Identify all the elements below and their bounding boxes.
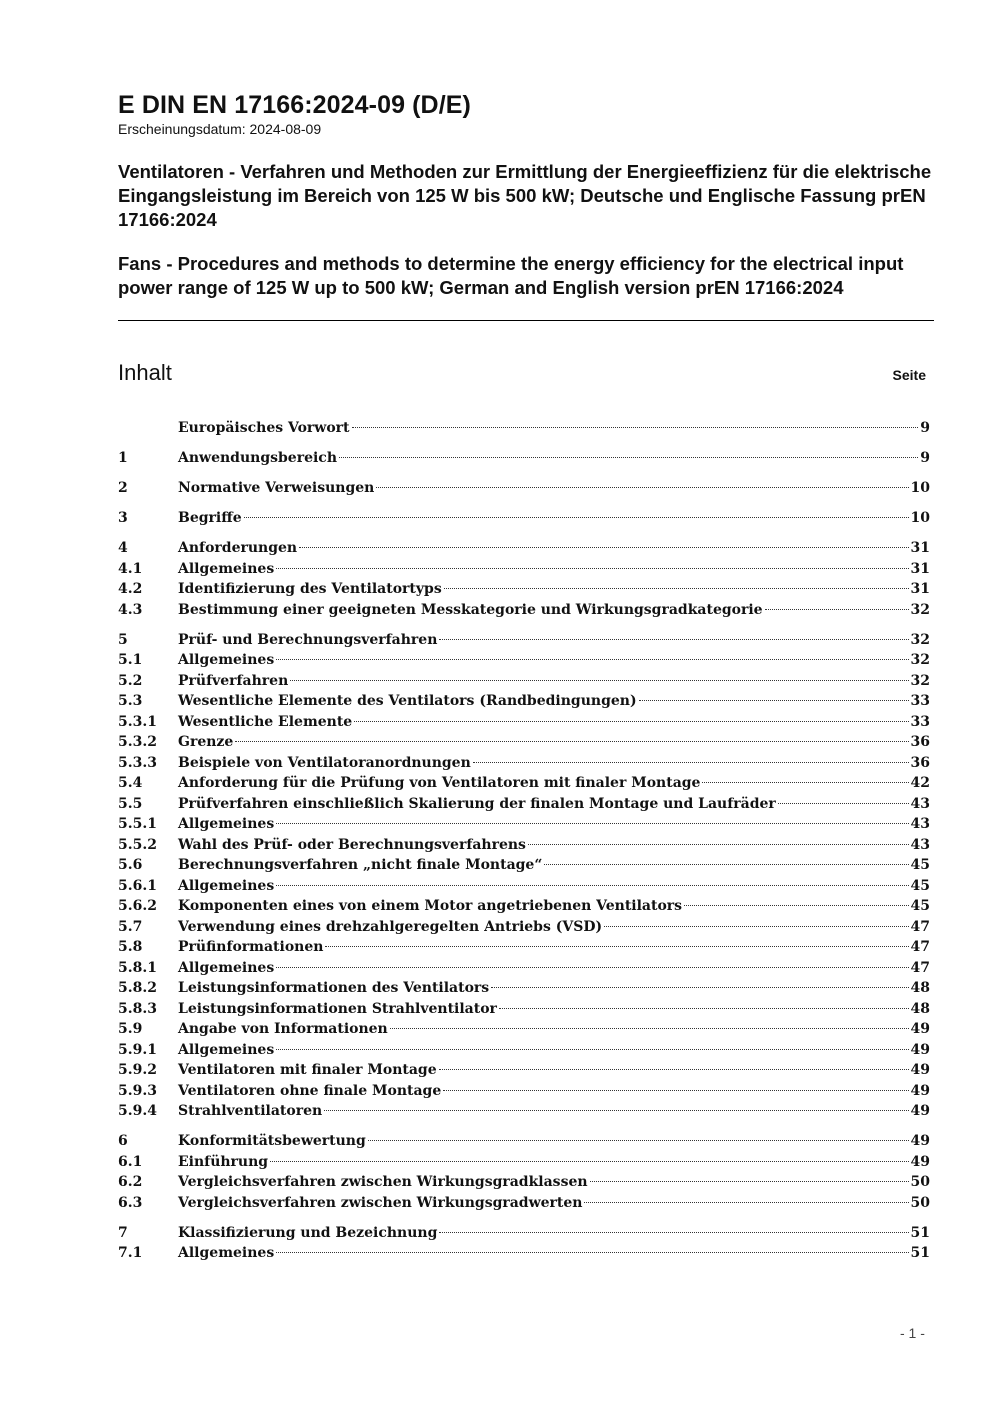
toc-entry-title: Allgemeines <box>178 959 275 976</box>
toc-entry-number: 5.4 <box>118 775 143 791</box>
toc-entry[interactable] <box>118 1040 930 1061</box>
toc-entry-title: Allgemeines <box>178 1245 275 1261</box>
toc-entry-page: 33 <box>910 713 930 730</box>
toc-entry-title: Anforderung für die Prüfung von Ventilatoren mit finaler Montage <box>178 775 701 791</box>
toc-entry[interactable] <box>118 855 930 876</box>
toc-entry-number: 1 <box>118 450 128 466</box>
toc-entry[interactable] <box>118 478 930 499</box>
toc-dot-leader <box>604 926 908 927</box>
toc-entry-number: 5.5 <box>118 795 143 812</box>
toc-dot-leader <box>325 946 908 947</box>
toc-entry-page: 47 <box>910 939 930 955</box>
toc-entry[interactable] <box>118 1019 930 1040</box>
toc-entry[interactable] <box>118 1172 930 1193</box>
toc-entry[interactable] <box>118 1101 930 1122</box>
toc-entry-page: 43 <box>910 816 930 832</box>
toc-dot-leader <box>584 1202 908 1203</box>
toc-entry-number: 2 <box>118 480 128 496</box>
toc-entry-title: Allgemeines <box>178 1041 275 1058</box>
toc-dot-leader <box>439 639 908 640</box>
toc-dot-leader <box>639 700 909 701</box>
toc-dot-leader <box>235 741 908 742</box>
toc-entry-page: 32 <box>910 601 930 618</box>
document-id: E DIN EN 17166:2024-09 (D/E) <box>118 91 471 119</box>
toc-entry[interactable] <box>118 1193 930 1214</box>
toc-entry[interactable] <box>118 508 930 529</box>
toc-entry-title: Wahl des Prüf- oder Berechnungsverfahrens <box>178 836 526 853</box>
toc-entry-number: 5.9.3 <box>118 1082 157 1099</box>
toc-dot-leader <box>702 782 908 783</box>
page-number: - 1 - <box>900 1325 925 1341</box>
toc-entry-number: 5.9.1 <box>118 1041 157 1058</box>
toc-entry-title: Einführung <box>178 1153 269 1170</box>
toc-entry-title: Prüfinformationen <box>178 939 324 955</box>
toc-entry-number: 3 <box>118 510 128 526</box>
title-german: Ventilatoren - Verfahren und Methoden zur Ermittlung der Energieeffizienz für die elektrische Eingangsleistung im Bereich von 125 W bis 500 kW; Deutsche und Englische Fassung prEN 17166:2024 <box>118 161 932 230</box>
toc-dot-leader <box>276 967 908 968</box>
toc-entry-page: 49 <box>910 1021 930 1037</box>
toc-entry[interactable] <box>118 937 930 958</box>
toc-entry-title: Begriffe <box>178 510 242 526</box>
toc-entry[interactable] <box>118 978 930 999</box>
toc-entry-page: 49 <box>910 1062 930 1078</box>
toc-entry-number: 5.9 <box>118 1021 143 1037</box>
toc-entry-page: 42 <box>910 775 930 791</box>
toc-entry[interactable] <box>118 835 930 856</box>
toc-entry-number: 5.8.2 <box>118 980 157 996</box>
toc-entry[interactable] <box>118 732 930 753</box>
toc-entry-title: Beispiele von Ventilatoranordnungen <box>178 754 471 771</box>
toc-entry-title: Leistungsinformationen des Ventilators <box>178 980 490 996</box>
toc-entry[interactable] <box>118 712 930 733</box>
toc-dot-leader <box>276 1049 908 1050</box>
toc-dot-leader <box>390 1028 909 1029</box>
toc-entry-page: 51 <box>910 1245 930 1261</box>
toc-entry-number: 5.8.3 <box>118 1000 157 1017</box>
toc-dot-leader <box>276 1252 908 1253</box>
toc-dot-leader <box>354 721 908 722</box>
toc-entry-page: 31 <box>910 540 930 556</box>
toc-entry-page: 49 <box>910 1082 930 1099</box>
toc-entry-page: 43 <box>910 836 930 853</box>
header-divider <box>118 320 934 321</box>
toc-entry-title: Angabe von Informationen <box>178 1021 388 1037</box>
toc-dot-leader <box>473 762 909 763</box>
toc-entry-number: 5.1 <box>118 652 143 668</box>
toc-entry-number: 5.5.1 <box>118 816 157 832</box>
toc-dot-leader <box>324 1110 908 1111</box>
toc-entry[interactable] <box>118 579 930 600</box>
toc-entry-number: 5.9.2 <box>118 1062 157 1078</box>
toc-entry-title: Prüf- und Berechnungsverfahren <box>178 631 438 648</box>
toc-entry-number: 5.9.4 <box>118 1103 157 1119</box>
toc-heading: Inhalt <box>118 360 172 385</box>
toc-entry-page: 36 <box>910 754 930 771</box>
toc-entry-number: 6.2 <box>118 1174 143 1190</box>
document-header <box>118 90 934 299</box>
toc-dot-leader <box>290 680 908 681</box>
toc-entry[interactable] <box>118 691 930 712</box>
toc-dot-leader <box>276 823 908 824</box>
toc-dot-leader <box>544 864 908 865</box>
toc-entry-number: 5.3 <box>118 693 143 709</box>
toc-dot-leader <box>276 659 908 660</box>
toc-entry[interactable] <box>118 917 930 938</box>
toc-dot-leader <box>443 1090 908 1091</box>
toc-entry-title: Normative Verweisungen <box>178 480 375 496</box>
toc-entry-page: 48 <box>910 980 930 996</box>
toc-entry-title: Konformitätsbewertung <box>178 1133 366 1149</box>
toc-entry-number: 7 <box>118 1224 128 1241</box>
toc-entry-page: 45 <box>910 877 930 894</box>
toc-entry[interactable] <box>118 876 930 897</box>
toc-entry-title: Prüfverfahren einschließlich Skalierung der finalen Montage und Laufräder <box>178 795 776 812</box>
toc-entry[interactable] <box>118 814 930 835</box>
toc-dot-leader <box>444 588 909 589</box>
toc-entry-title: Leistungsinformationen Strahlventilator <box>178 1000 497 1017</box>
toc-entry-page: 49 <box>910 1133 930 1149</box>
toc-entry-page: 32 <box>910 652 930 668</box>
toc-entry-number: 4.1 <box>118 560 143 577</box>
toc-entry[interactable] <box>118 1060 930 1081</box>
toc-entry-number: 5.6.2 <box>118 898 157 914</box>
toc-entry-number: 5.3.3 <box>118 754 157 771</box>
toc-entry[interactable] <box>118 773 930 794</box>
toc-entry-number: 6 <box>118 1133 128 1149</box>
toc-entry[interactable] <box>118 753 930 774</box>
toc-entry[interactable] <box>118 630 930 651</box>
toc-entry[interactable] <box>118 650 930 671</box>
toc-dot-leader <box>439 1069 909 1070</box>
toc-entry-number: 5.8 <box>118 939 143 955</box>
toc-entry[interactable] <box>118 1223 930 1244</box>
toc-entry-page: 45 <box>910 898 930 914</box>
toc-entry-title: Allgemeines <box>178 877 275 894</box>
toc-entry[interactable] <box>118 958 930 979</box>
toc-entry-page: 33 <box>910 693 930 709</box>
toc-entry-number: 5.7 <box>118 918 143 935</box>
toc-entry-page: 31 <box>910 560 930 577</box>
toc-entry[interactable] <box>118 999 930 1020</box>
toc-entry[interactable] <box>118 448 930 469</box>
toc-dot-leader <box>499 1008 909 1009</box>
toc-dot-leader <box>368 1140 909 1141</box>
toc-entry[interactable] <box>118 671 930 692</box>
toc-entry[interactable] <box>118 418 930 439</box>
toc-entry-number: 5.2 <box>118 672 143 689</box>
toc-entry-title: Allgemeines <box>178 652 275 668</box>
toc-dot-leader <box>352 427 919 428</box>
toc-dot-leader <box>491 987 908 988</box>
toc-entry-title: Allgemeines <box>178 560 275 577</box>
toc-entry-number: 4 <box>118 540 128 556</box>
toc-entry-page: 48 <box>910 1000 930 1017</box>
toc-dot-leader <box>339 457 918 458</box>
toc-entry-page: 49 <box>910 1103 930 1119</box>
toc-page-column-label: Seite <box>892 367 926 383</box>
title-english: Fans - Procedures and methods to determine the energy efficiency for the electrical input power range of 125 W up to 500 kW; German and English version prEN 17166:2024 <box>118 253 904 298</box>
toc-entry-number: 5.3.2 <box>118 734 157 750</box>
toc-entry-page: 43 <box>910 795 930 812</box>
toc-entry-title: Allgemeines <box>178 816 275 832</box>
toc-entry-title: Strahlventilatoren <box>178 1103 323 1119</box>
toc-entry-title: Vergleichsverfahren zwischen Wirkungsgradwerten <box>178 1194 583 1211</box>
toc-entry-number: 5.6.1 <box>118 877 157 894</box>
toc-entry-title: Europäisches Vorwort <box>178 420 350 436</box>
toc-entry-title: Anforderungen <box>178 540 298 556</box>
toc-dot-leader <box>528 844 909 845</box>
toc-entry-number: 7.1 <box>118 1245 143 1261</box>
toc-entry-page: 9 <box>920 450 930 466</box>
toc-entry-page: 50 <box>910 1194 930 1211</box>
toc-entry-title: Verwendung eines drehzahlgeregelten Antriebs (VSD) <box>178 918 603 935</box>
toc-entry-number: 5.3.1 <box>118 713 157 730</box>
toc-entry-title: Vergleichsverfahren zwischen Wirkungsgradklassen <box>178 1174 588 1190</box>
toc-entry-number: 5.6 <box>118 857 143 873</box>
toc-entry[interactable] <box>118 1243 930 1264</box>
toc-dot-leader <box>299 547 908 548</box>
toc-entry-number: 5.5.2 <box>118 836 157 853</box>
toc-dot-leader <box>590 1181 909 1182</box>
toc-entry[interactable] <box>118 1131 930 1152</box>
toc-entry-title: Komponenten eines von einem Motor angetriebenen Ventilators <box>178 898 683 914</box>
toc-entry-title: Bestimmung einer geeigneten Messkategorie und Wirkungsgradkategorie <box>178 601 763 618</box>
toc-entry-page: 32 <box>910 631 930 648</box>
table-of-contents <box>118 418 930 1264</box>
toc-entry-number: 4.2 <box>118 581 143 597</box>
toc-entry-title: Prüfverfahren <box>178 672 289 689</box>
toc-entry[interactable] <box>118 559 930 580</box>
toc-dot-leader <box>276 885 908 886</box>
toc-entry[interactable] <box>118 794 930 815</box>
toc-entry-page: 31 <box>910 581 930 597</box>
toc-entry[interactable] <box>118 1152 930 1173</box>
toc-entry-page: 32 <box>910 672 930 689</box>
toc-entry-page: 51 <box>910 1224 930 1241</box>
toc-entry-page: 36 <box>910 734 930 750</box>
toc-entry-page: 9 <box>920 420 930 436</box>
toc-entry-title: Grenze <box>178 734 234 750</box>
toc-entry-title: Wesentliche Elemente des Ventilators (Randbedingungen) <box>178 693 637 709</box>
toc-dot-leader <box>270 1161 908 1162</box>
toc-dot-leader <box>276 568 908 569</box>
toc-dot-leader <box>376 487 908 488</box>
toc-entry[interactable] <box>118 1081 930 1102</box>
toc-dot-leader <box>244 517 909 518</box>
toc-entry-page: 10 <box>910 480 930 496</box>
toc-entry[interactable] <box>118 600 930 621</box>
toc-entry-page: 49 <box>910 1153 930 1170</box>
toc-entry-title: Identifizierung des Ventilatortyps <box>178 581 442 597</box>
toc-entry-page: 50 <box>910 1174 930 1190</box>
toc-entry[interactable] <box>118 538 930 559</box>
toc-entry-number: 6.1 <box>118 1153 143 1170</box>
toc-entry-number: 6.3 <box>118 1194 143 1211</box>
toc-entry-page: 47 <box>910 918 930 935</box>
toc-dot-leader <box>765 609 909 610</box>
toc-entry-title: Wesentliche Elemente <box>178 713 353 730</box>
toc-entry-page: 49 <box>910 1041 930 1058</box>
toc-entry-page: 10 <box>910 510 930 526</box>
publication-date: Erscheinungsdatum: 2024-08-09 <box>118 121 322 137</box>
toc-entry-title: Ventilatoren mit finaler Montage <box>178 1062 437 1078</box>
toc-entry-title: Ventilatoren ohne finale Montage <box>178 1082 442 1099</box>
toc-entry-title: Klassifizierung und Bezeichnung <box>178 1224 438 1241</box>
toc-entry-number: 4.3 <box>118 601 143 618</box>
toc-entry-page: 45 <box>910 857 930 873</box>
toc-entry-title: Berechnungsverfahren „nicht finale Montage“ <box>178 857 543 873</box>
toc-header <box>118 360 926 386</box>
toc-dot-leader <box>778 803 909 804</box>
toc-entry[interactable] <box>118 896 930 917</box>
toc-entry-title: Anwendungsbereich <box>178 450 337 466</box>
toc-dot-leader <box>684 905 908 906</box>
toc-dot-leader <box>439 1232 908 1233</box>
toc-entry-number: 5.8.1 <box>118 959 157 976</box>
toc-entry-page: 47 <box>910 959 930 976</box>
toc-entry-number: 5 <box>118 631 128 648</box>
